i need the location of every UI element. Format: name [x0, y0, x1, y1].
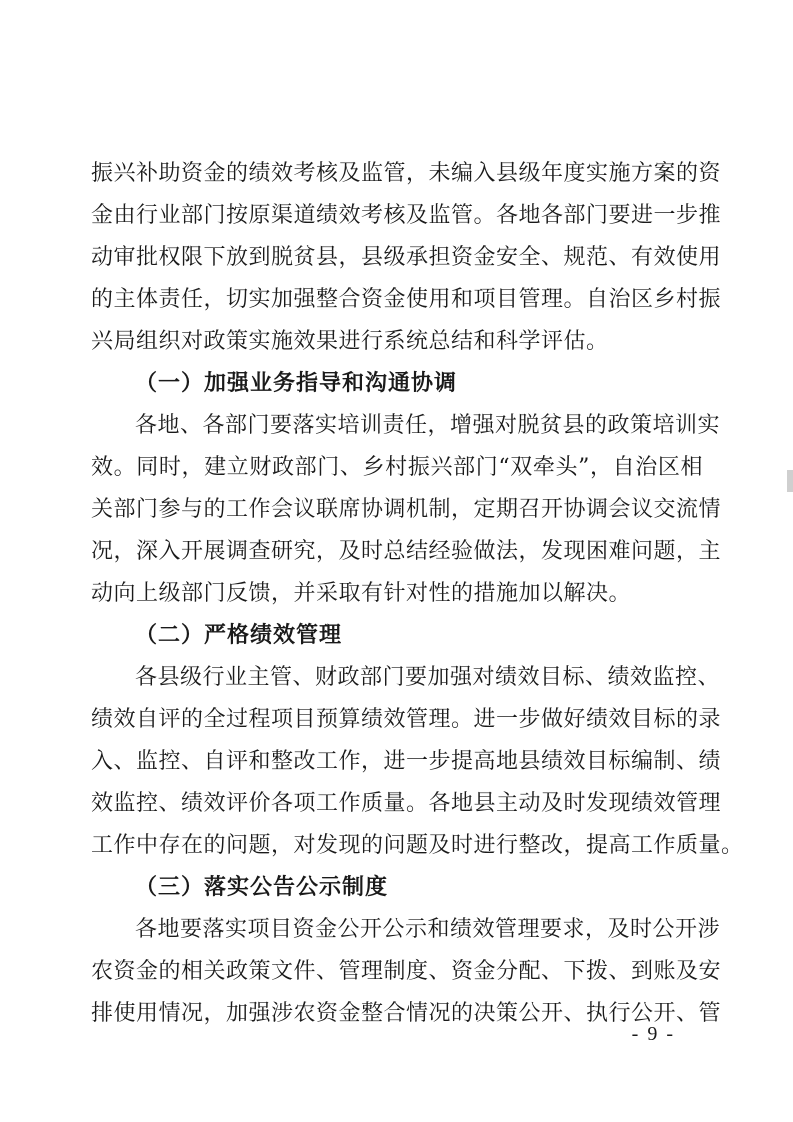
paragraph-3-line-4: 效监控、绩效评价各项工作质量。各地县主动及时发现绩效管理	[91, 791, 722, 816]
scan-edge-mark	[787, 470, 793, 492]
paragraph-1-line-5: 兴局组织对政策实施效果进行系统总结和科学评估。	[91, 329, 609, 354]
paragraph-2-line-2: 效。同时，建立财政部门、乡村振兴部门“双牵头”，自治区相	[91, 455, 703, 480]
paragraph-2-line-3: 关部门参与的工作会议联席协调机制，定期召开协调会议交流情	[91, 497, 722, 522]
paragraph-2-line-4: 况，深入开展调查研究，及时总结经验做法，发现困难问题，主	[91, 539, 722, 564]
paragraph-1-line-3: 动审批权限下放到脱贫县，县级承担资金安全、规范、有效使用	[91, 245, 722, 270]
section-heading-3: （三）落实公告公示制度	[135, 875, 389, 900]
paragraph-4-line-1: 各地要落实项目资金公开公示和绩效管理要求，及时公开涉	[135, 917, 721, 942]
section-heading-2: （二）严格绩效管理	[135, 623, 343, 648]
section-heading-1: （一）加强业务指导和沟通协调	[135, 371, 458, 396]
paragraph-1-line-1: 振兴补助资金的绩效考核及监管，未编入县级年度实施方案的资	[91, 161, 722, 186]
paragraph-4-line-3: 排使用情况，加强涉农资金整合情况的决策公开、执行公开、管	[91, 1001, 722, 1026]
page-number: - 9 -	[631, 1023, 675, 1045]
paragraph-3-line-1: 各县级行业主管、财政部门要加强对绩效目标、绩效监控、	[135, 665, 721, 690]
paragraph-2-line-1: 各地、各部门要落实培训责任，增强对脱贫县的政策培训实	[135, 413, 721, 438]
paragraph-3-line-3: 入、监控、自评和整改工作，进一步提高地县绩效目标编制、绩	[91, 749, 722, 774]
paragraph-1-line-2: 金由行业部门按原渠道绩效考核及监管。各地各部门要进一步推	[91, 203, 722, 228]
paragraph-3-line-5: 工作中存在的问题，对发现的问题及时进行整改，提高工作质量。	[91, 833, 744, 858]
paragraph-4-line-2: 农资金的相关政策文件、管理制度、资金分配、下拨、到账及安	[91, 959, 722, 984]
paragraph-2-line-5: 动向上级部门反馈，并采取有针对性的措施加以解决。	[91, 581, 632, 606]
paragraph-1-line-4: 的主体责任，切实加强整合资金使用和项目管理。自治区乡村振	[91, 287, 722, 312]
paragraph-3-line-2: 绩效自评的全过程项目预算绩效管理。进一步做好绩效目标的录	[91, 707, 722, 732]
